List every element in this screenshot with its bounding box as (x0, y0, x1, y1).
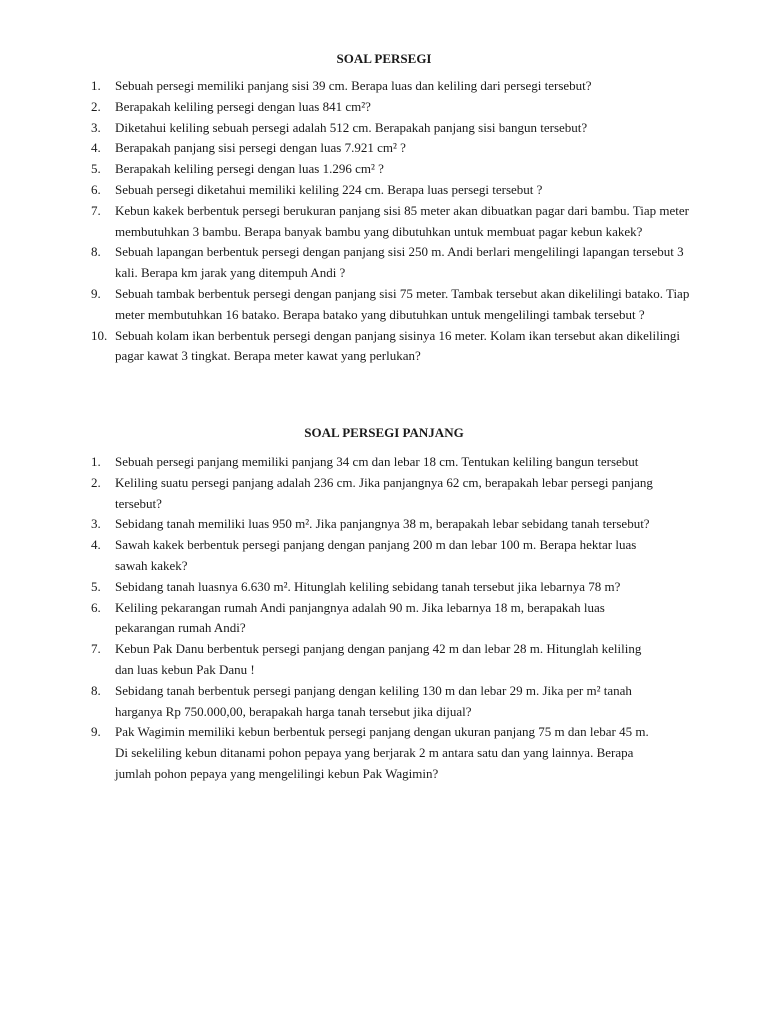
list-item (0, 535, 655, 577)
question-text: Berapakah keliling persegi dengan luas 1.296 cm² ? (115, 161, 384, 177)
list-item (0, 722, 655, 784)
question-text: Sebuah lapangan berbentuk persegi dengan panjang sisi 250 m. Andi berlari mengelilingi lapangan tersebut 3 kali. Berapa km jarak yang ditempuh Andi ? (115, 244, 684, 281)
item-number: 1. (91, 454, 101, 469)
question-text: Sebuah tambak berbentuk persegi dengan panjang sisi 75 meter. Tambak tersebut akan dikelilingi batako. Tiap meter membutuhkan 16 batako. Berapa batako yang dibutuhkan untuk mengelilingi tambak tersebut ? (115, 285, 690, 322)
question-text: Sebidang tanah memiliki luas 950 m². Jika panjangnya 38 m, berapakah lebar sebidang tanah tersebut? (115, 516, 650, 532)
question-text: Sebuah kolam ikan berbentuk persegi dengan panjang sisinya 16 meter. Kolam ikan tersebut akan dikelilingi pagar kawat 3 tingkat. Berapa meter kawat yang perlukan? (115, 327, 680, 364)
item-number: 8. (91, 244, 101, 260)
item-number: 8. (91, 682, 101, 698)
list-item (0, 284, 693, 326)
item-number: 6. (91, 181, 101, 197)
list-item (0, 326, 693, 368)
item-number: 6. (91, 599, 101, 615)
item-number: 9. (91, 285, 101, 301)
question-text: Sebuah persegi memiliki panjang sisi 39 cm. Berapa luas dan keliling dari persegi tersebut? (115, 78, 592, 93)
question-text: Sebidang tanah luasnya 6.630 m². Hitunglah keliling sebidang tanah tersebut jika lebarnya 78 m? (115, 578, 621, 594)
item-number: 7. (91, 641, 101, 657)
item-number: 3. (91, 516, 101, 532)
item-number: 2. (91, 474, 101, 490)
list-item (0, 577, 655, 598)
list-item (0, 514, 655, 535)
item-number: 9. (91, 724, 101, 740)
section-title-persegi-panjang: SOAL PERSEGI PANJANG (304, 425, 464, 440)
list-item (0, 159, 693, 180)
item-number: 7. (91, 202, 101, 218)
question-text: Kebun Pak Danu berbentuk persegi panjang dengan panjang 42 m dan lebar 28 m. Hitunglah keliling dan luas kebun Pak Danu ! (115, 641, 642, 677)
item-number: 3. (91, 119, 101, 135)
list-item (0, 97, 693, 118)
item-number: 10. (91, 327, 108, 343)
list-item (0, 473, 655, 515)
question-text: Kebun kakek berbentuk persegi berukuran panjang sisi 85 meter akan dibuatkan pagar dari bambu. Tiap meter membutuhkan 3 bambu. Berapa banyak bambu yang dibutuhkan untuk membuat pagar kebun kakek? (115, 202, 689, 239)
list-item (0, 180, 693, 201)
question-text: Berapakah keliling persegi dengan luas 841 cm²? (115, 98, 371, 114)
list-item (0, 598, 655, 640)
question-text: Sebuah persegi diketahui memiliki keliling 224 cm. Berapa luas persegi tersebut ? (115, 181, 543, 197)
list-item (0, 242, 693, 284)
question-text: Berapakah panjang sisi persegi dengan luas 7.921 cm² ? (115, 140, 406, 156)
list-item (0, 118, 693, 139)
question-list-persegi (0, 76, 693, 367)
item-number: 4. (91, 537, 101, 553)
question-text: Sawah kakek berbentuk persegi panjang dengan panjang 200 m dan lebar 100 m. Berapa hektar luas sawah kakek? (115, 537, 637, 573)
question-text: Sebidang tanah berbentuk persegi panjang dengan keliling 130 m dan lebar 29 m. Jika per m² tanah harganya Rp 750.000,00, berapakah harga tanah tersebut jika dijual? (115, 682, 632, 719)
item-number: 2. (91, 98, 101, 114)
list-item (0, 201, 693, 243)
question-text: Sebuah persegi panjang memiliki panjang 34 cm dan lebar 18 cm. Tentukan keliling bangun tersebut (115, 454, 639, 469)
question-text: Keliling suatu persegi panjang adalah 236 cm. Jika panjangnya 62 cm, berapakah lebar persegi panjang tersebut? (115, 474, 653, 511)
list-item (0, 681, 655, 723)
question-text: Diketahui keliling sebuah persegi adalah 512 cm. Berapakah panjang sisi bangun tersebut? (115, 119, 588, 135)
list-item (0, 76, 693, 97)
list-item (0, 639, 655, 681)
list-item (0, 452, 655, 473)
item-number: 4. (91, 140, 101, 156)
list-item (0, 138, 693, 159)
item-number: 5. (91, 578, 101, 594)
question-text: Pak Wagimin memiliki kebun berbentuk persegi panjang dengan ukuran panjang 75 m dan lebar 45 m. Di sekeliling kebun ditanami pohon pepaya yang berjarak 2 m antara satu dan yang lainnya. Berapa jumlah pohon pepaya yang mengelilingi kebun Pak Wagimin? (115, 724, 649, 781)
section-title-persegi: SOAL PERSEGI (336, 51, 432, 66)
question-list-persegi-panjang (0, 452, 655, 785)
item-number: 5. (91, 161, 101, 177)
item-number: 1. (91, 78, 101, 93)
question-text: Keliling pekarangan rumah Andi panjangnya adalah 90 m. Jika lebarnya 18 m, berapakah luas pekarangan rumah Andi? (115, 599, 605, 636)
